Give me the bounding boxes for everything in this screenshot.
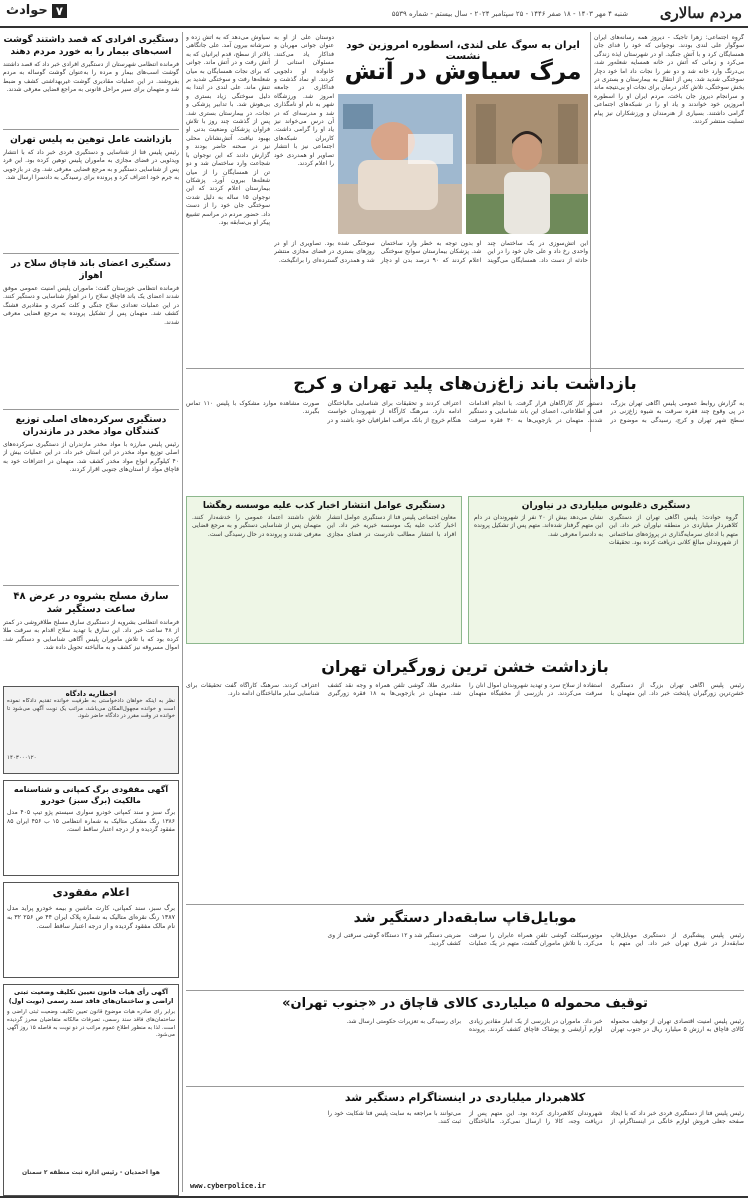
box-title: دستگیری عوامل انتشار اخبار کذب علیه موسسه رهگشا <box>202 501 446 511</box>
dateline: شنبه ۴ مهر ۱۴۰۳ - ۱۸ صفر ۱۴۴۶ - ۲۵ سپتامبر ۲۰۲۴ - سال بیستم - شماره ۵۵۳۹ <box>391 10 628 18</box>
notice-title: آگهی مفقودی برگ کمپانی و شناسنامه مالکیت (برگ سبز) خودرو <box>13 785 169 805</box>
column-rule <box>182 32 183 1192</box>
short-news-3 <box>3 258 179 405</box>
divider <box>3 585 179 586</box>
notice-lost-greencard <box>3 780 179 876</box>
notice-title: اخطاریه دادگاه <box>65 690 117 698</box>
page-number: ۷ <box>52 4 67 18</box>
footer-rule <box>0 1196 748 1198</box>
robbers-title: بازداشت خشن ترین زورگیران تهران <box>321 657 609 676</box>
section-divider <box>186 904 744 905</box>
section-divider <box>186 990 744 991</box>
short-news-body: رئیس پلیس مبارزه با مواد مخدر مازندران از دستگیری سرکرده‌های اصلی توزیع مواد مخدر در این استان خبر داد. در این عملیات بیش از ۴۰ کیلوگرم انواع مواد مخدر کشف شد. متهمان در اعترافات خود به قاچاق مواد از استان‌های جنوبی اقرار کردند. <box>3 441 179 474</box>
short-news-4 <box>3 414 179 581</box>
notice-title: اعلام مفقودی <box>52 886 130 899</box>
box-fake-news <box>186 496 462 644</box>
section-label <box>6 3 67 18</box>
photo-portrait <box>466 94 588 234</box>
band-title: بازداشت باند زاغ‌زن‌های پلید تهران و کرج <box>293 374 637 394</box>
box-niavaran <box>468 496 744 644</box>
short-news-2 <box>3 134 179 249</box>
notice-lost <box>3 882 179 978</box>
lead-col-a <box>186 34 270 430</box>
lead-under-photo-text: این آتش‌سوزی در یک ساختمان چند واحدی رخ داد و علی جان خود را در این حادثه از دست داد. همسایگان می‌گویند او بدون توجه به خطر وارد ساختمان شد. پزشکان بیمارستان سوانح سوختگی اعلام کردند که ۹۰ درصد بدن او دچار سوختگی شده بود. تصاویری از او در روزهای بستری در فضای مجازی منتشر شد و همدردی گسترده‌ای را برانگیخت. <box>274 240 588 264</box>
short-news-body: رئیس پلیس فتا از شناسایی و دستگیری فردی خبر داد که با انتشار ویدئویی در فضای مجازی به ماموران پلیس توهین کرده بود. این فرد پس از شناسایی دستگیر و به مرجع قضایی معرفی شد. وی در بازجویی به جرم خود اعتراف کرد و پرونده برای رسیدگی به دادسرا ارسال شد. <box>3 149 179 182</box>
short-news-body: فرمانده انتظامی شهرستان از دستگیری افرادی خبر داد که قصد داشتند گوشت اسب‌های بیمار و مرده را به‌عنوان گوشت گوساله به مردم بفروشند. در این عملیات مقادیری گوشت غیربهداشتی کشف و ضبط شد و متهمان برای سیر مراحل قانونی به مراجع قضایی معرفی شدند. <box>3 61 179 94</box>
notice-court <box>3 686 179 774</box>
short-news-title: دستگیری افرادی که قصد داشتند گوشت اسب‌های بیمار را به خورد مردم دهند <box>3 35 179 57</box>
left-rail <box>3 34 179 674</box>
lead-mid-text: دوستان علی از او به عنوان جوانی مهربان و فداکار یاد می‌کنند. مسئولان استانی از خانواده او دلجویی کردند. او نماد گذشت و فداکاری در جامعه امروز شد. ورزشگاه شهر به نام او نامگذاری شد و مدرسه‌ای که در آن درس می‌خواند نیز یاد او را گرامی داشت. کاربران شبکه‌های اجتماعی نیز با انتشار تصاویر او همدردی خود را اعلام کردند. <box>274 34 334 168</box>
lead-title: مرگ سیاوش در آتش <box>344 59 582 85</box>
mobile-title: موبایل‌قاپ سابقه‌دار دستگیر شد <box>353 910 577 926</box>
short-news-1 <box>3 34 179 125</box>
robbers-text: رئیس پلیس آگاهی تهران بزرگ از دستگیری خشن‌ترین زورگیران پایتخت خبر داد. این متهمان با استفاده از سلاح سرد و تهدید شهروندان اموال آنان را سرقت می‌کردند. در بازرسی از مخفیگاه متهمان مقادیری طلا، گوشی تلفن همراه و وجه نقد کشف شد. متهمان در بازجویی‌ها به ۱۸ فقره زورگیری اعتراف کردند. سرهنگ کارآگاه گفت تحقیقات برای شناسایی سایر مالباختگان ادامه دارد. <box>186 682 744 698</box>
lead-kicker: ایران به سوگ علی لندی، اسطوره امروزین خود نشست <box>346 40 580 62</box>
lead-right-text: گروه اجتماعی: زهرا تاجیک‌ - دیروز همه رسانه‌های ایران سوگوار علی لندی بودند. نوجوانی که خود را فدای جان همسایگان کرد و با آتش جنگید. او در شهرستان ایذه زندگی می‌کرد و زمانی که آتش در خانه همسایه شعله‌ور شد، بی‌درنگ وارد خانه شد و دو نفر را نجات داد اما خود دچار سوختگی شدید شد. پس از انتقال به بیمارستان و بستری در بخش سوختگی، تلاش کادر درمان برای نجات او بی‌نتیجه ماند و سرانجام دیروز جان باخت. مردم ایران او را اسطوره امروزین خود خواندند و یاد او را در شبکه‌های اجتماعی گرامی داشتند. بسیاری از هنرمندان و ورزشکاران نیز پیام تسلیت منتشر کردند. <box>594 34 744 126</box>
robbers-body <box>186 682 744 902</box>
box-body: گروه حوادث: پلیس آگاهی تهران از دستگیری کلاهبردار میلیاردی در منطقه نیاوران خبر داد. این متهم با ادعای سرمایه‌گذاری در پروژه‌های ساختمانی از شهروندان مبالغ کلانی دریافت کرده بود. تحقیقات نشان می‌دهد بیش از ۲۰ نفر از شهروندان در دام این متهم گرفتار شده‌اند. متهم پس از تشکیل پرونده به دادسرا معرفی شد. <box>474 514 738 547</box>
newspaper-brand: مردم سالاری <box>659 4 742 22</box>
insta-body <box>186 1110 744 1176</box>
notice-title: آگهی رأی هیات قانون تعیین تکلیف وضعیت ثبتی اراضی و ساختمان‌های فاقد سند رسمی (نوبت اول) <box>8 988 174 1005</box>
notice-body: برگ سبز، سند کمپانی، کارت ماشین و بیمه خودرو پراید مدل ۱۳۸۷ رنگ نقره‌ای متالیک به شماره پلاک ایران ۴۴ ص ۲۵۶ ۳۲ به نام مالک مفقود گردیده و از درجه اعتبار ساقط است. <box>7 905 175 930</box>
short-news-title: بازداشت عامل توهین به پلیس تهران <box>10 135 172 145</box>
notice-ref: ۱۴۰۳۰۰۰۱۲۰ <box>7 755 37 761</box>
seizure-title: توقیف محموله ۵ میلیاردی کالای قاچاق در «جنوب تهران» <box>282 996 648 1011</box>
mobile-body <box>186 932 744 986</box>
divider <box>3 129 179 130</box>
short-news-title: دستگیری سرکرده‌های اصلی توزیع کنندگان مواد مخدر در مازندران <box>15 415 167 437</box>
lead-under-photo <box>274 240 588 360</box>
band-text: به گزارش روابط عمومی پلیس آگاهی تهران بزرگ، در پی وقوع چند فقره سرقت به شیوه زاغ‌زنی در سطح شهر تهران و کرج، رسیدگی به موضوع در دستور کار کارآگاهان قرار گرفت. با انجام اقدامات فنی و اطلاعاتی، اعضای این باند شناسایی و دستگیر شدند. متهمان در بازجویی‌ها به ۳۰ فقره سرقت اعتراف کردند و تحقیقات برای شناسایی مالباختگان ادامه دارد. سرهنگ کارآگاه از شهروندان خواست هنگام خروج از بانک مراقب اطرافیان خود باشند و در صورت مشاهده موارد مشکوک با پلیس ۱۱۰ تماس بگیرند. <box>186 400 744 424</box>
lead-right-column <box>594 34 744 430</box>
portrait-image <box>466 94 588 234</box>
page-header <box>0 0 748 28</box>
insta-text: رئیس پلیس فتا از دستگیری فردی خبر داد که با ایجاد صفحه جعلی فروش لوازم خانگی در اینستاگرام، از شهروندان کلاهبرداری کرده بود. این متهم پس از دریافت وجه، کالا را ارسال نمی‌کرد. مالباختگان می‌توانند با مراجعه به سایت پلیس فتا شکایت خود را ثبت کنند. <box>327 1110 744 1126</box>
notice-body: نظر به اینکه خواهان دادخواستی به طرفیت خوانده تقدیم دادگاه نموده است و خوانده مجهول‌المکان می‌باشد، مراتب یک نوبت آگهی می‌شود تا خوانده در وقت مقرر در دادگاه حاضر شود. <box>7 698 175 719</box>
box-body: معاون اجتماعی پلیس فتا از دستگیری عوامل انتشار اخبار کذب علیه یک موسسه خیریه خبر داد. این افراد با انتشار مطالب نادرست در فضای مجازی تلاش داشتند اعتماد عمومی را خدشه‌دار کنند. متهمان پس از شناسایی دستگیر و به مرجع قضایی معرفی شدند و پرونده در حال رسیدگی است. <box>192 514 456 538</box>
short-news-body: فرمانده انتظامی بشرویه از دستگیری سارق مسلح طلافروشی در کمتر از ۴۸ ساعت خبر داد. این سارق با تهدید سلاح اقدام به سرقت طلا کرده بود که با تلاش ماموران پلیس آگاهی شناسایی و دستگیر شد. اموال مسروقه نیز کشف و به مالباخته تحویل داده شد. <box>3 619 179 652</box>
section-title: حوادث <box>6 3 48 18</box>
notice-body: برابر رأی صادره هیات موضوع قانون تعیین تکلیف وضعیت ثبتی اراضی و ساختمان‌های فاقد سند رسمی، تصرفات مالکانه متقاضیان محرز گردیده است. لذا به منظور اطلاع عموم مراتب در دو نوبت به فاصله ۱۵ روز آگهی می‌شود. <box>7 1009 175 1039</box>
cyberpolice-url[interactable]: www.cyberpolice.ir <box>190 1182 266 1190</box>
divider <box>3 409 179 410</box>
notice-signature: هوا احمدیان - رئیس اداره ثبت منطقه ۲ سمنان <box>22 1169 160 1176</box>
notice-land-registry <box>3 984 179 1196</box>
photo-hospital <box>338 94 462 234</box>
divider <box>3 253 179 254</box>
seizure-text: رئیس پلیس امنیت اقتصادی تهران از توقیف محموله کالای قاچاق به ارزش ۵ میلیارد ریال در جنوب تهران خبر داد. ماموران در بازرسی از یک انبار مقادیر زیادی لوازم آرایشی و پوشاک قاچاق کشف کردند. پرونده برای رسیدگی به تعزیرات حکومتی ارسال شد. <box>346 1018 744 1034</box>
short-news-title: دستگیری اعضای باند قاچاق سلاح در اهواز <box>11 259 171 281</box>
short-news-body: فرمانده انتظامی خوزستان گفت: ماموران پلیس امنیت عمومی موفق شدند اعضای یک باند قاچاق سلاح را در اهواز شناسایی و دستگیر کنند. در این عملیات تعدادی سلاح جنگی و کلت کمری و مقادیری فشنگ کشف شد. متهمان پس از تشکیل پرونده به مرجع قضایی معرفی شدند. <box>3 285 179 326</box>
band-body <box>186 400 744 490</box>
short-news-title: سارق مسلح بشروه در عرض ۴۸ ساعت دستگیر شد <box>13 591 169 615</box>
section-divider <box>186 368 744 369</box>
lead-col-b <box>274 34 334 234</box>
insta-title: کلاهبردار میلیاردی در اینستاگرام دستگیر شد <box>344 1091 586 1104</box>
lead-left-text: سیاوش می‌دهد که به آتش زده و سرشانه بیرون آمد. علی جانگاهی بالاتر از سطح، قدم ایرانیان که به آتش رفت و در آتش ماند. جوانی که برای نجات همسایگان به میان شعله‌ها رفت و سوختگی شدید بر تنش ماند. علی لندی در ابتدا به دلیل سوختگی زیاد بستری و بی‌هوش شد. با تدابیر پزشکی و نجات، در بیمارستان بستری شد. پس از گذشت چند روز با تلاش فراوان پزشکان وضعیت بدنی او بهبود نیافت. آتش‌نشانان محلی نیز در صحنه حاضر بودند و گزارش دادند که این نوجوان با شجاعت وارد ساختمان شد و دو تن از همسایگان را از میان شعله‌ها بیرون آورد. پزشکان بیمارستان اعلام کردند که این نوجوان ۱۵ ساله به دلیل شدت سوختگی جان خود را از دست داد. حضور مردم در مراسم تشییع پیکر او بی‌سابقه بود. <box>186 34 270 226</box>
notice-body: برگ سبز و سند کمپانی خودرو سواری سیستم پژو تیپ ۴۰۵ مدل ۱۳۸۶ رنگ مشکی متالیک به شماره انتظامی ۱۵ ب ۴۵۶ ایران ۸۵ مفقود گردیده و از درجه اعتبار ساقط است. <box>7 809 175 833</box>
section-divider <box>186 1086 744 1087</box>
box-title: دستگیری دغلبوس میلیاردی در نیاوران <box>521 501 691 511</box>
mobile-text: رئیس پلیس پیشگیری از دستگیری موبایل‌قاپ سابقه‌دار در شرق تهران خبر داد. این متهم با موتورسیکلت گوشی تلفن همراه عابران را سرقت می‌کرد. با تلاش ماموران گشت، متهم در یک عملیات ضربتی دستگیر شد و ۱۲ دستگاه گوشی سرقتی از وی کشف گردید. <box>327 932 744 948</box>
seizure-body <box>186 1018 744 1082</box>
short-news-5 <box>3 590 179 674</box>
hospital-image <box>338 94 462 234</box>
